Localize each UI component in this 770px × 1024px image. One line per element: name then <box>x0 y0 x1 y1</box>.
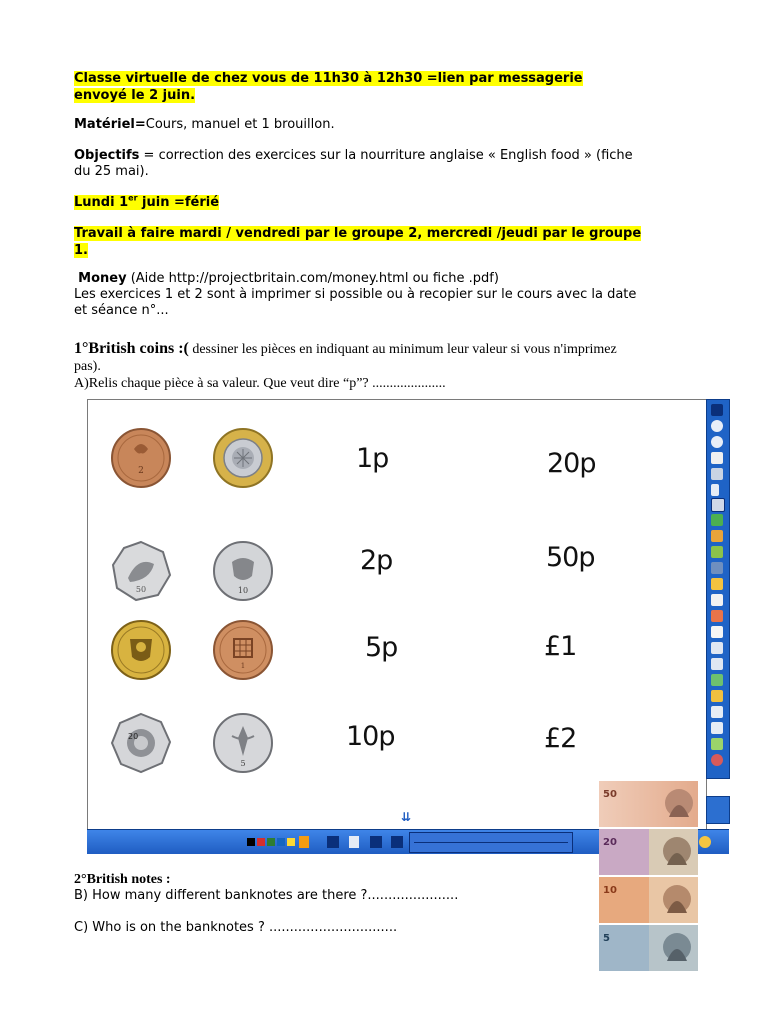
camera-icon[interactable] <box>711 468 723 480</box>
note-value: 10 <box>603 885 617 896</box>
line-width-icon[interactable] <box>327 836 339 848</box>
recorder-icon[interactable] <box>711 738 723 750</box>
two-pence-coin <box>110 427 172 489</box>
note-value: 20 <box>603 837 617 848</box>
svg-text:20: 20 <box>128 732 139 741</box>
fifty-pound-note <box>599 781 698 827</box>
toolbar-collapse-button[interactable] <box>706 796 730 824</box>
lundi-pre: Lundi 1 <box>74 195 129 211</box>
pin-icon[interactable] <box>711 404 723 416</box>
select-icon[interactable] <box>711 498 725 512</box>
clear-page-icon[interactable] <box>711 658 723 670</box>
shape-icon[interactable] <box>711 578 723 590</box>
value-label: £1 <box>544 631 577 662</box>
notes-title: 2°British notes : <box>74 872 171 887</box>
zoom-out-icon[interactable] <box>711 420 723 432</box>
materiel-label: Matériel= <box>74 117 146 132</box>
question-a: A)Relis chaque pièce à sa valeur. Que veut dire “p”? ..................... <box>74 376 446 391</box>
travail-block <box>74 225 641 259</box>
coins-instruction: dessiner les pièces en indiquant au minimum leur valeur si vous n'imprimez <box>188 342 617 357</box>
fill-icon[interactable] <box>711 594 723 606</box>
ten-pound-note <box>599 877 698 923</box>
page-slider[interactable] <box>409 832 573 853</box>
materiel-line <box>74 117 335 132</box>
travail-line-1: Travail à faire mardi / vendredi par le groupe 2, mercredi /jeudi par le groupe <box>74 226 642 241</box>
ten-pence-coin <box>212 540 274 602</box>
five-pound-note <box>599 925 698 971</box>
value-label: 2p <box>360 545 393 576</box>
one-pound-coin <box>110 619 172 681</box>
value-label: 50p <box>546 542 595 573</box>
grid-icon[interactable] <box>391 836 403 848</box>
money-block <box>74 271 636 319</box>
align-icon[interactable] <box>370 836 382 848</box>
note-value: 5 <box>603 933 610 944</box>
twenty-pence-coin <box>110 712 172 774</box>
pen-icon[interactable] <box>711 514 723 526</box>
money-line-1: Les exercices 1 et 2 sont à imprimer si possible ou à recopier sur le cours avec la date <box>74 287 637 302</box>
money-line-2: et séance n°... <box>74 303 169 318</box>
menu-icon[interactable] <box>699 836 711 848</box>
whiteboard-image <box>87 399 707 831</box>
line-icon[interactable] <box>711 562 723 574</box>
svg-text:1: 1 <box>240 662 246 670</box>
question-c: C) Who is on the banknotes ? ............................... <box>74 920 398 935</box>
header-block <box>74 70 583 104</box>
svg-text:5: 5 <box>240 759 246 768</box>
svg-text:50: 50 <box>135 585 147 594</box>
svg-text:2: 2 <box>138 466 144 476</box>
color-blue-swatch[interactable] <box>277 838 285 846</box>
objectifs-line-1: = correction des exercices sur la nourriture anglaise « English food » (fiche <box>139 148 633 163</box>
objectifs-label: Objectifs <box>74 148 140 163</box>
whiteboard-toolbar <box>706 399 730 779</box>
magic-pen-icon[interactable] <box>711 546 723 558</box>
color-black-swatch[interactable] <box>247 838 255 846</box>
money-label: Money <box>78 271 127 286</box>
question-b: B) How many different banknotes are there ?...................... <box>74 888 459 903</box>
money-aide: (Aide http://projectbritain.com/money.html ou fiche .pdf) <box>126 271 499 286</box>
coins-section <box>74 340 617 392</box>
lundi-post: juin =férié <box>137 195 220 211</box>
value-label: 10p <box>346 721 395 752</box>
eraser-icon[interactable] <box>711 610 723 622</box>
previous-page-icon[interactable] <box>711 674 723 686</box>
value-label: £2 <box>544 723 577 754</box>
value-label: 5p <box>365 632 398 663</box>
color-yellow-swatch[interactable] <box>287 838 295 846</box>
travail-line-2: 1. <box>74 243 88 258</box>
value-label: 20p <box>547 448 596 479</box>
color-palette-icon[interactable] <box>299 836 309 848</box>
highlighter-icon[interactable] <box>711 530 723 542</box>
lundi-line <box>74 194 219 210</box>
two-pound-coin <box>212 427 274 489</box>
materiel-text: Cours, manuel et 1 brouillon. <box>145 117 335 132</box>
scroll-down-arrows-icon[interactable]: ⇊ <box>401 810 412 824</box>
value-label: 1p <box>356 443 389 474</box>
notes-title-wrapper <box>74 872 171 888</box>
next-page-icon[interactable] <box>711 690 723 702</box>
image-icon[interactable] <box>349 836 359 848</box>
zoom-in-icon[interactable] <box>711 436 723 448</box>
help-icon[interactable] <box>711 754 723 766</box>
objectifs-block <box>74 148 633 180</box>
note-value: 50 <box>603 789 617 800</box>
add-page-icon[interactable] <box>711 642 723 654</box>
lock-icon[interactable] <box>711 452 723 464</box>
page-icon[interactable] <box>711 626 723 638</box>
keyboard-icon[interactable] <box>711 722 723 734</box>
color-green-swatch[interactable] <box>267 838 275 846</box>
lundi-sup: er <box>128 194 138 203</box>
coins-title: 1°British coins :( <box>74 340 189 357</box>
five-pence-coin <box>212 712 274 774</box>
fifty-pence-coin <box>110 540 172 602</box>
header-line-2: envoyé le 2 juin. <box>74 88 196 103</box>
svg-text:10: 10 <box>237 586 249 595</box>
one-penny-coin <box>212 619 274 681</box>
twenty-pound-note <box>599 829 698 875</box>
color-red-swatch[interactable] <box>257 838 265 846</box>
coins-instruction-2: pas). <box>74 359 101 374</box>
header-line-1: Classe virtuelle de chez vous de 11h30 à 12h30 =lien par messagerie <box>74 71 583 86</box>
pointer-icon[interactable] <box>711 484 719 496</box>
screen-icon[interactable] <box>711 706 723 718</box>
objectifs-line-2: du 25 mai). <box>74 164 149 179</box>
